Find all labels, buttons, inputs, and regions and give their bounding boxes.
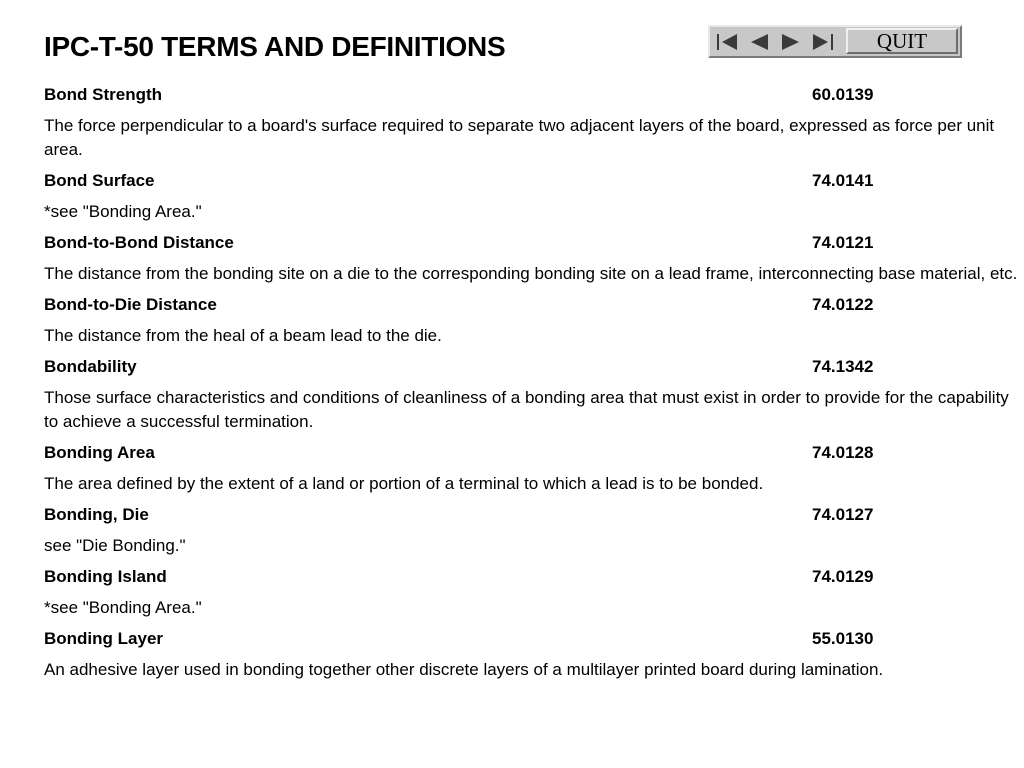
term-definition: Those surface characteristics and conditions of cleanliness of a bonding area that must exist in order to provide for the capability to achieve a successful termination. bbox=[44, 388, 1009, 431]
term-header bbox=[44, 169, 1020, 193]
next-page-icon bbox=[776, 29, 806, 55]
terms-list bbox=[44, 83, 1020, 689]
term-header bbox=[44, 441, 1020, 465]
term-entry bbox=[44, 169, 1020, 224]
term-header bbox=[44, 293, 1020, 317]
last-page-icon bbox=[808, 29, 838, 55]
term-definition: The distance from the heal of a beam lead to the die. bbox=[44, 326, 442, 345]
term-entry bbox=[44, 83, 1020, 162]
term-definition: The distance from the bonding site on a die to the corresponding bonding site on a lead frame, interconnecting base material, etc. bbox=[44, 264, 1018, 283]
term-code: 55.0130 bbox=[812, 629, 874, 648]
term-code: 74.0121 bbox=[812, 233, 874, 252]
first-page-icon bbox=[712, 29, 742, 55]
term-entry bbox=[44, 441, 1020, 496]
term-name: Bonding, Die bbox=[44, 505, 149, 524]
term-definition: see "Die Bonding." bbox=[44, 536, 186, 555]
quit-button[interactable]: QUIT bbox=[846, 28, 958, 54]
term-code: 60.0139 bbox=[812, 85, 874, 104]
term-entry bbox=[44, 355, 1020, 434]
term-entry bbox=[44, 293, 1020, 348]
term-header bbox=[44, 83, 1020, 107]
term-definition: *see "Bonding Area." bbox=[44, 598, 202, 617]
term-definition: The area defined by the extent of a land or portion of a terminal to which a lead is to be bonded. bbox=[44, 474, 764, 493]
term-code: 74.0127 bbox=[812, 505, 874, 524]
term-name: Bonding Layer bbox=[44, 629, 164, 648]
term-entry bbox=[44, 231, 1020, 286]
term-name: Bonding Island bbox=[44, 567, 167, 586]
previous-page-icon bbox=[744, 29, 774, 55]
term-code: 74.0128 bbox=[812, 443, 874, 462]
term-definition: The force perpendicular to a board's surface required to separate two adjacent layers of the board, expressed as force per unit area. bbox=[44, 116, 995, 159]
first-page-button[interactable] bbox=[712, 29, 742, 55]
term-header bbox=[44, 565, 1020, 589]
term-header bbox=[44, 503, 1020, 527]
term-header bbox=[44, 355, 1020, 379]
previous-page-button[interactable] bbox=[744, 29, 774, 55]
term-name: Bondability bbox=[44, 357, 137, 376]
term-header bbox=[44, 627, 1020, 651]
term-name: Bond-to-Die Distance bbox=[44, 295, 217, 314]
term-definition: *see "Bonding Area." bbox=[44, 202, 202, 221]
term-name: Bonding Area bbox=[44, 443, 155, 462]
term-code: 74.1342 bbox=[812, 357, 874, 376]
term-code: 74.0129 bbox=[812, 567, 874, 586]
term-header bbox=[44, 231, 1020, 255]
term-name: Bond Strength bbox=[44, 85, 163, 104]
term-code: 74.0122 bbox=[812, 295, 874, 314]
term-definition: An adhesive layer used in bonding together other discrete layers of a multilayer printed board during lamination. bbox=[44, 660, 884, 679]
navigation-toolbar bbox=[708, 25, 962, 58]
term-entry bbox=[44, 503, 1020, 558]
term-name: Bond Surface bbox=[44, 171, 155, 190]
term-code: 74.0141 bbox=[812, 171, 874, 190]
term-entry bbox=[44, 565, 1020, 620]
page-title: IPC-T-50 TERMS AND DEFINITIONS bbox=[44, 31, 506, 62]
last-page-button[interactable] bbox=[808, 29, 838, 55]
term-entry bbox=[44, 627, 1020, 682]
term-name: Bond-to-Bond Distance bbox=[44, 233, 234, 252]
next-page-button[interactable] bbox=[776, 29, 806, 55]
